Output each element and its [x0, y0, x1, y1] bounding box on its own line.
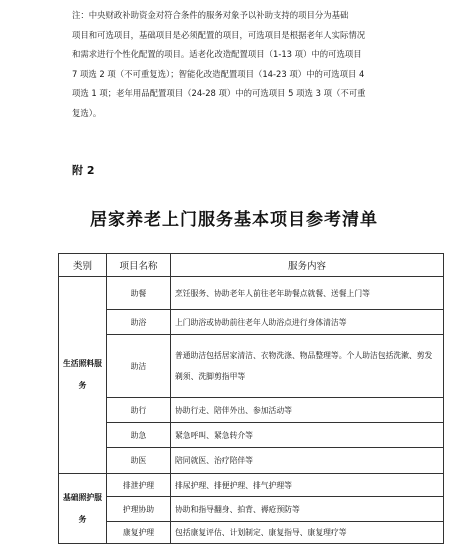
header-name: 项目名称	[107, 254, 171, 277]
item-content: 普通助洁包括居家清洁、衣物洗涤、物品整理等。个人助洁包括洗漱、剪发剃须、洗脚剪指甲等	[171, 335, 444, 398]
table-row	[59, 310, 444, 335]
item-content: 上门助浴或协助前往老年人助浴点进行身体清洁等	[171, 310, 444, 335]
table-header-row	[59, 254, 444, 277]
header-content: 服务内容	[171, 254, 444, 277]
item-content: 协助行走、陪伴外出、参加活动等	[171, 398, 444, 423]
header-category: 类别	[59, 254, 107, 277]
item-name: 助洁	[107, 335, 171, 398]
table-row	[59, 277, 444, 310]
footnote-line: 复选）。	[72, 107, 102, 118]
item-name: 助浴	[107, 310, 171, 335]
footnote-line: 项目和可选项目，基础项目是必须配置的项目，可选项目是根据老年人实际情况	[72, 29, 366, 40]
service-items-table	[58, 253, 444, 544]
appendix-label: 附 2	[72, 164, 95, 177]
table-row	[59, 335, 444, 398]
page-title: 居家养老上门服务基本项目参考清单	[90, 210, 378, 230]
item-name: 助医	[107, 448, 171, 474]
table-row	[59, 497, 444, 522]
footnote-paragraph	[72, 6, 424, 123]
item-content: 协助和指导翻身、拍背、褥疮预防等	[171, 497, 444, 522]
category-cell: 生活照料服务	[59, 277, 107, 474]
table-row	[59, 398, 444, 423]
table-row	[59, 448, 444, 474]
category-cell: 基础照护服务	[59, 474, 107, 544]
item-name: 助餐	[107, 277, 171, 310]
table-row	[59, 423, 444, 448]
footnote-line: 7 项选 2 项（不可重复选）；智能化改造配置项目（14-23 项）中的可选项目 4	[72, 68, 365, 79]
footnote-line: 和需求进行个性化配置的项目。适老化改造配置项目（1-13 项）中的可选项目	[72, 49, 362, 59]
item-content: 紧急呼叫、紧急转介等	[171, 423, 444, 448]
item-name: 排泄护理	[107, 474, 171, 497]
item-name: 护理协助	[107, 497, 171, 522]
item-name: 助行	[107, 398, 171, 423]
item-content: 烹饪服务、协助老年人前往老年助餐点就餐、送餐上门等	[171, 277, 444, 310]
item-content: 排尿护理、排便护理、排气护理等	[171, 474, 444, 497]
item-name: 康复护理	[107, 522, 171, 544]
item-content: 陪同就医、治疗陪伴等	[171, 448, 444, 474]
item-content: 包括康复评估、计划制定、康复指导、康复理疗等	[171, 522, 444, 544]
footnote-line: 注：中央财政补助资金对符合条件的服务对象予以补助支持的项目分为基础	[72, 10, 349, 20]
table-row	[59, 474, 444, 497]
item-name: 助急	[107, 423, 171, 448]
table-row	[59, 522, 444, 544]
footnote-line: 项选 1 项；老年用品配置项目（24-28 项）中的可选项目 5 项选 3 项（不可重	[72, 88, 366, 98]
